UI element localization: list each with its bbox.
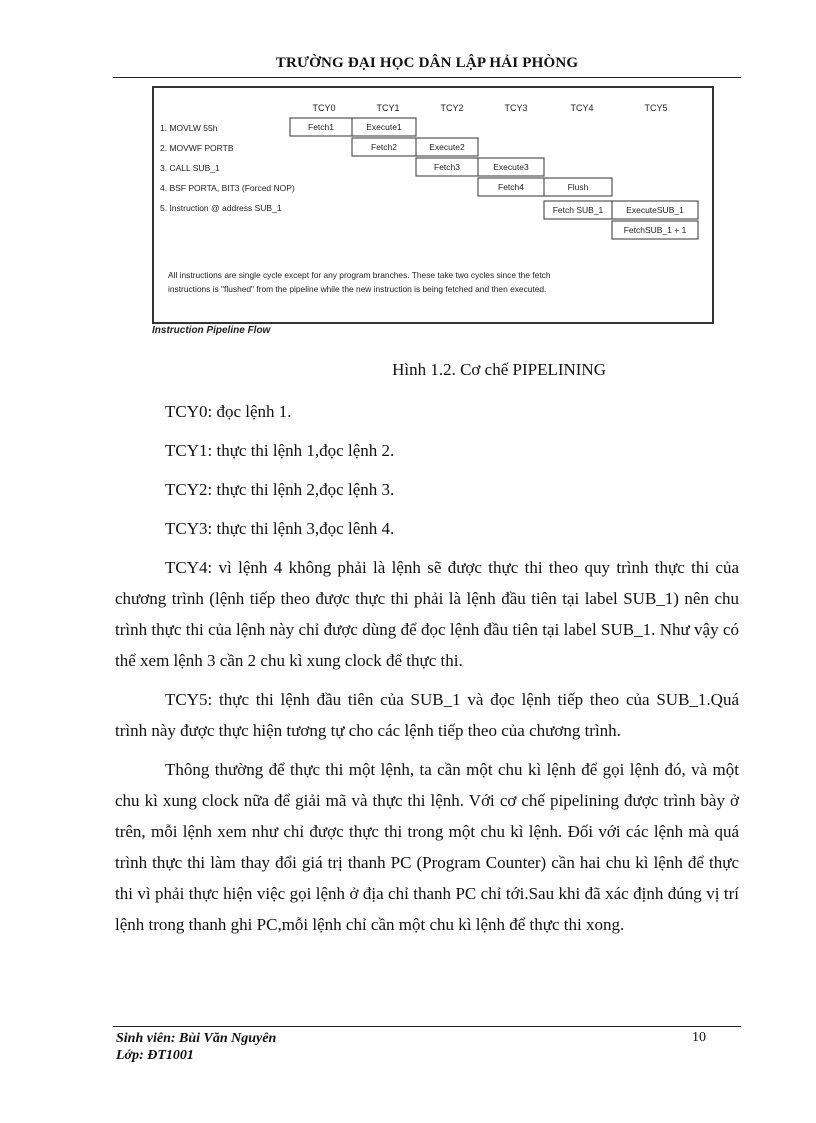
pipeline-figure (152, 86, 714, 324)
header-divider (113, 77, 741, 78)
pipeline-diagram (154, 88, 708, 318)
cell-fetch2-label: Fetch2 (371, 142, 397, 152)
paragraph-tcy0: TCY0: đọc lệnh 1. (165, 402, 292, 421)
cell-execute-sub1-label: ExecuteSUB_1 (626, 205, 684, 215)
cell-fetch-sub1-plus1-label: FetchSUB_1 + 1 (623, 225, 687, 235)
figure-note-line2: instructions is "flushed" from the pipeline while the new instruction is being fetched and then executed. (168, 284, 547, 294)
cell-execute1-label: Execute1 (366, 122, 402, 132)
figure-caption: Hình 1.2. Cơ chế PIPELINING (392, 360, 606, 379)
body-text (115, 396, 739, 940)
footer-divider (113, 1026, 741, 1027)
col-header-tcy0: TCY0 (312, 103, 336, 113)
figure-note-line1: All instructions are single cycle except for any program branches. These take two cycles since the fetch (168, 270, 551, 280)
footer-class: Lớp: ĐT1001 (116, 1048, 194, 1063)
row-label-1: 1. MOVLW 55h (160, 123, 218, 133)
cell-fetch1-label: Fetch1 (308, 122, 334, 132)
row-label-5: 5. Instruction @ address SUB_1 (160, 203, 282, 213)
paragraph-tcy1: TCY1: thực thi lệnh 1,đọc lệnh 2. (165, 441, 395, 460)
paragraph-tcy2: TCY2: thực thi lệnh 2,đọc lệnh 3. (165, 480, 395, 499)
col-header-tcy1: TCY1 (376, 103, 400, 113)
paragraph-tcy4: TCY4: vì lệnh 4 không phải là lệnh sẽ được thực thi theo quy trình thực thi của chương trình (lệnh tiếp theo được thực thi phải là lệnh đầu tiên tại label SUB_1) nên chu trình thực thi của lệnh này chỉ được dùng để đọc lệnh đầu tiên tại label SUB_1. Như vậy có thể xem lệnh 3 cần 2 chu kì xung clock để thực thi. (115, 558, 739, 670)
cell-execute3-label: Execute3 (493, 162, 529, 172)
col-header-tcy2: TCY2 (440, 103, 464, 113)
row-label-4: 4. BSF PORTA, BIT3 (Forced NOP) (160, 183, 295, 193)
paragraph-summary: Thông thường để thực thi một lệnh, ta cần một chu kì lệnh để gọi lệnh đó, và một chu kì xung clock nữa để giải mã và thực thi lệnh. Với cơ chế pipelining được trình bày ở trên, mỗi lệnh xem như chỉ được thực thi trong một chu kì lệnh. Đối với các lệnh mà quá trình thực thi làm thay đổi giá trị thanh PC (Program Counter) cần hai chu kì lệnh để thực thi vì phải thực hiện việc gọi lệnh ở địa chỉ thanh PC chỉ tới.Sau khi đã xác định đúng vị trí lệnh trong thanh ghi PC,mỗi lệnh chỉ cần một chu kì lệnh để thực thi xong. (115, 760, 739, 934)
cell-fetch3-label: Fetch3 (434, 162, 460, 172)
page-number: 10 (692, 1030, 706, 1045)
cell-fetch-sub1-label: Fetch SUB_1 (552, 205, 604, 215)
row-label-3: 3. CALL SUB_1 (160, 163, 220, 173)
cell-flush-label: Flush (567, 182, 589, 192)
paragraph-tcy5: TCY5: thực thi lệnh đầu tiên của SUB_1 và đọc lệnh tiếp theo của SUB_1.Quá trình này được thực hiện tương tự cho các lệnh tiếp theo của chương trình. (115, 690, 739, 740)
cell-execute2-label: Execute2 (429, 142, 465, 152)
col-header-tcy5: TCY5 (644, 103, 668, 113)
paragraph-tcy3: TCY3: thực thi lệnh 3,đọc lênh 4. (165, 519, 395, 538)
col-header-tcy4: TCY4 (570, 103, 594, 113)
footer (116, 1030, 736, 1064)
col-header-tcy3: TCY3 (504, 103, 528, 113)
row-label-2: 2. MOVWF PORTB (160, 143, 234, 153)
figure-small-caption: Instruction Pipeline Flow (152, 325, 271, 336)
footer-student: Sinh viên: Bùi Văn Nguyên (116, 1031, 277, 1046)
page-header-title: TRƯỜNG ĐẠI HỌC DÂN LẬP HẢI PHÒNG (275, 55, 579, 71)
cell-fetch4-label: Fetch4 (498, 182, 524, 192)
